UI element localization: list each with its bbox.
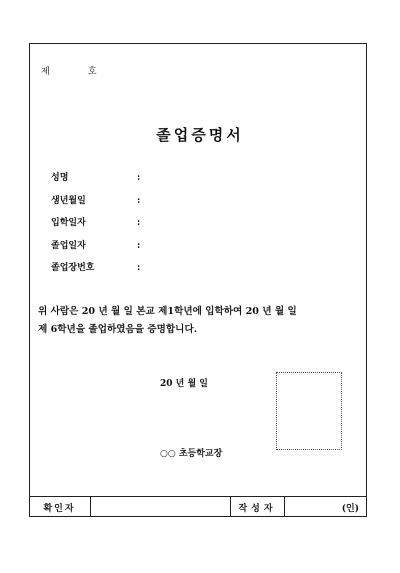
field-label: 입학일자	[51, 218, 86, 228]
seal-mark: (인)	[341, 503, 359, 514]
field-colon: :	[137, 241, 141, 251]
field-diploma-number	[51, 260, 140, 274]
statement-line-1: 위 사람은 20 년 월 일 본교 제1학년에 입학하여 20 년 월 일	[38, 306, 297, 317]
field-name	[51, 170, 140, 184]
field-admission-date	[51, 215, 140, 229]
photo-box	[276, 372, 342, 450]
author-label: 작성자	[231, 497, 285, 517]
field-colon: :	[137, 218, 141, 228]
field-label: 졸업일자	[51, 241, 86, 251]
statement-line-2: 제 6학년을 졸업하였음을 증명합니다.	[38, 324, 198, 335]
field-colon: :	[137, 263, 141, 273]
confirmer-value	[91, 497, 231, 517]
cert-no-suffix: 호	[87, 67, 97, 77]
field-birthdate	[51, 193, 140, 207]
document-title: 졸업증명서	[156, 126, 244, 144]
issue-date: 20 년 월 일	[160, 379, 209, 389]
field-graduation-date	[51, 238, 140, 252]
certification-statement	[38, 303, 368, 339]
field-label: 생년월일	[51, 196, 86, 206]
field-colon: :	[137, 173, 141, 183]
confirmer-label: 확인자	[29, 497, 91, 517]
principal-signature: ○○ 초등학교장	[160, 449, 223, 459]
field-label: 졸업장번호	[51, 263, 95, 273]
footer-table	[29, 496, 367, 517]
field-label: 성명	[51, 173, 69, 183]
field-colon: :	[137, 196, 141, 206]
certificate-number	[41, 64, 97, 77]
cert-no-label: 제	[41, 67, 50, 77]
